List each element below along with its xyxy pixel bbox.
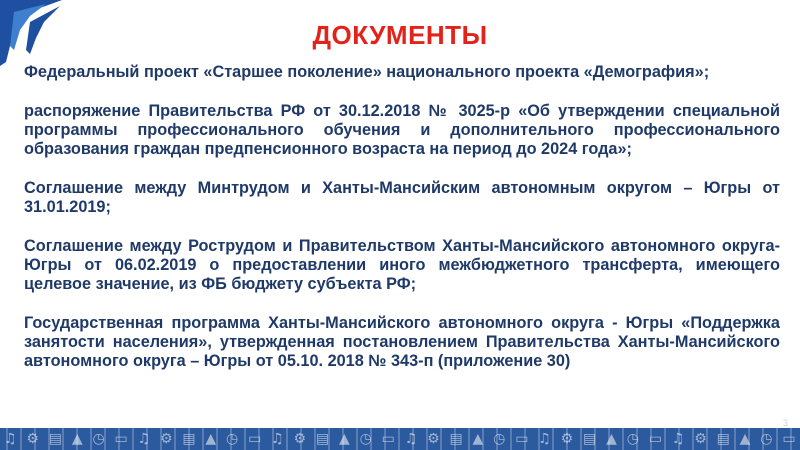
page-number: 3 (782, 418, 788, 428)
book-icon: ▤ (315, 431, 330, 447)
music-note-icon: ♫ (671, 431, 685, 447)
gear-icon: ⚙ (159, 431, 173, 447)
document-icon: ▭ (782, 431, 796, 447)
graduation-cap-icon: ▲ (205, 431, 217, 447)
document-icon: ▭ (248, 431, 262, 447)
decorative-footer-band (0, 428, 800, 450)
music-note-icon: ♫ (404, 431, 418, 447)
clock-icon: ◷ (626, 431, 639, 447)
book-icon: ▤ (583, 431, 597, 447)
gear-icon: ⚙ (427, 431, 440, 447)
footer-icon-row (4, 430, 796, 448)
clock-icon: ◷ (760, 431, 773, 447)
book-icon: ▤ (449, 431, 463, 447)
graduation-cap-icon: ▲ (606, 431, 617, 447)
clock-icon: ◷ (226, 431, 239, 447)
book-icon: ▤ (182, 431, 196, 447)
document-item-federal-project: Федеральный проект «Старшее поколение» национального проекта «Демография»; (24, 63, 710, 81)
document-item-government-order: распоряжение Правительства РФ от 30.12.2018 № 3025-р «Об утверждении специальной программы профессионального обучения и дополнительного профессионального образования граждан предпенсионного возраста на период до 2024 года»; (24, 102, 780, 158)
gear-icon: ⚙ (26, 431, 39, 447)
music-note-icon: ♫ (137, 431, 151, 447)
document-icon: ▭ (114, 431, 128, 447)
document-icon: ▭ (648, 431, 662, 447)
document-item-mintrud-agreement: Соглашение между Минтрудом и Ханты-Мансийским автономным округом – Югры от 31.01.2019; (24, 179, 780, 216)
clock-icon: ◷ (92, 431, 105, 447)
graduation-cap-icon: ▲ (472, 431, 484, 447)
gear-icon: ⚙ (293, 431, 307, 447)
book-icon: ▤ (48, 431, 63, 447)
document-icon: ▭ (515, 431, 529, 447)
music-note-icon: ♫ (538, 431, 551, 447)
music-note-icon: ♫ (271, 431, 284, 447)
book-icon: ▤ (716, 431, 730, 447)
graduation-cap-icon: ▲ (739, 431, 751, 447)
graduation-cap-icon: ▲ (338, 431, 350, 447)
gear-icon: ⚙ (560, 431, 574, 447)
page-title: ДОКУМЕНТЫ (312, 20, 488, 50)
graduation-cap-icon: ▲ (71, 431, 83, 447)
clock-icon: ◷ (359, 431, 372, 447)
gear-icon: ⚙ (694, 431, 707, 447)
music-note-icon: ♫ (4, 431, 17, 447)
document-list (24, 63, 780, 371)
clock-icon: ◷ (493, 431, 506, 447)
document-item-state-program: Государственная программа Ханты-Мансийского автономного округа - Югры «Поддержка занятости населения», утвержденная постановлением Правительства Ханты-Мансийского автономного округа – Югры от 05.10. 2018 № 343-п (приложение 30) (24, 314, 780, 370)
document-icon: ▭ (381, 431, 395, 447)
document-item-rostrud-agreement: Соглашение между Рострудом и Правительством Ханты-Мансийского автономного округа-Югры от 06.02.2019 о предоставлении иного межбюджетного трансферта, имеющего целевое значение, из ФБ бюджету субъекта РФ; (24, 237, 780, 293)
